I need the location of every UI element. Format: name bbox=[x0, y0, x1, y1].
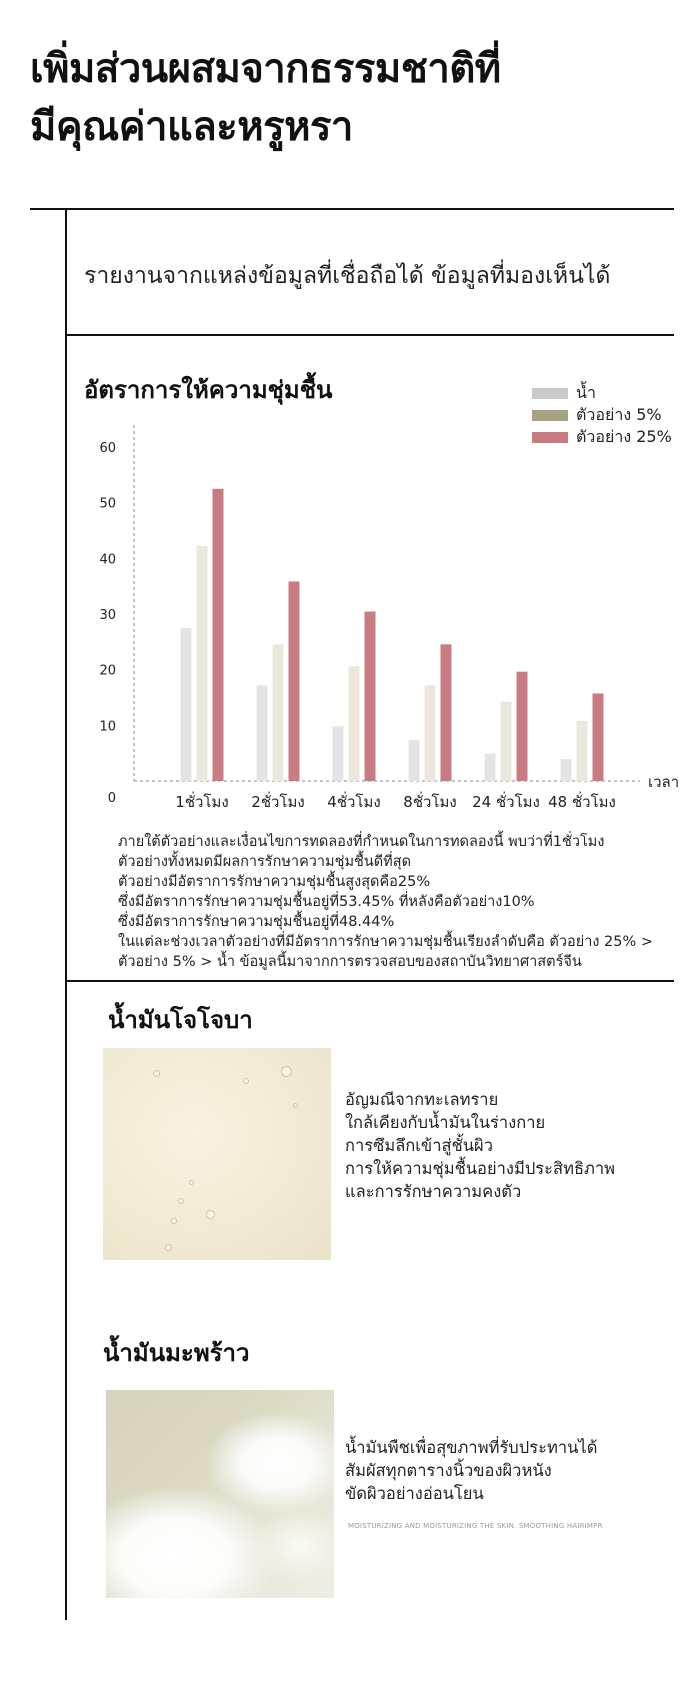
y-tick-label: 0 bbox=[107, 791, 116, 806]
bar-sample-5 bbox=[197, 546, 208, 781]
oil-bubble bbox=[293, 1103, 298, 1108]
page-title-line-1: เพิ่มส่วนผสมจากธรรมชาติที่ bbox=[30, 46, 501, 92]
moisture-bar-chart bbox=[90, 425, 690, 815]
bar-sample-5 bbox=[349, 666, 360, 781]
top-divider bbox=[30, 208, 674, 210]
note-line: ตัวอย่างมีอัตราการรักษาความชุ่มชื้นสูงสุดคือ25% bbox=[118, 874, 431, 890]
x-tick-label: 24 ชั่วโมง bbox=[472, 793, 540, 811]
x-tick-label: 4ชั่วโมง bbox=[327, 793, 381, 811]
bar-sample-25 bbox=[517, 672, 528, 781]
x-tick-label: 8ชั่วโมง bbox=[403, 793, 457, 811]
legend-label-sample-5: ตัวอย่าง 5% bbox=[576, 404, 662, 424]
bar-water bbox=[561, 759, 572, 781]
coconut-title: น้ำมันมะพร้าว bbox=[103, 1339, 250, 1367]
bar-sample-25 bbox=[289, 581, 300, 781]
oil-bubble bbox=[243, 1078, 249, 1084]
jojoba-desc-line: ใกล้เคียงกับน้ำมันในร่างกาย bbox=[345, 1113, 546, 1132]
y-tick-label: 10 bbox=[99, 719, 116, 735]
bar-sample-25 bbox=[213, 489, 224, 781]
legend-label-water: น้ำ bbox=[576, 382, 596, 402]
section-subtitle: รายงานจากแหล่งข้อมูลที่เชื่อถือได้ ข้อมูลที่มองเห็นได้ bbox=[84, 263, 611, 289]
chart-divider bbox=[66, 980, 674, 982]
legend-swatch-sample-5 bbox=[532, 410, 568, 421]
oil-bubble bbox=[281, 1066, 292, 1077]
bar-water bbox=[485, 754, 496, 781]
oil-bubble bbox=[165, 1244, 172, 1251]
note-line: ซึ่งมีอัตราการรักษาความชุ่มชื้นอยู่ที่53.45% ที่หลังคือตัวอย่าง10% bbox=[118, 894, 535, 910]
note-line: ภายใต้ตัวอย่างและเงื่อนไขการทดลองที่กำหนดในการทดลองนี้ พบว่าที่1ชั่วโมง bbox=[118, 834, 605, 850]
note-line: ซึ่งมีอัตราการรักษาความชุ่มชื้นอยู่ที่48.44% bbox=[118, 914, 395, 930]
bar-sample-25 bbox=[365, 612, 376, 781]
jojoba-desc-line: การซึมลึกเข้าสู่ชั้นผิว bbox=[345, 1136, 493, 1155]
legend-item-sample-5 bbox=[532, 404, 672, 426]
bar-water bbox=[333, 726, 344, 781]
coconut-desc-line: น้ำมันพืชเพื่อสุขภาพที่รับประทานได้ bbox=[345, 1438, 598, 1457]
x-axis-label: เวลา bbox=[648, 773, 680, 791]
y-tick-label: 50 bbox=[99, 496, 116, 512]
oil-bubble bbox=[171, 1218, 177, 1224]
x-tick-label: 48 ชั่วโมง bbox=[548, 793, 616, 811]
note-line: ตัวอย่าง 5% > น้ำ ข้อมูลนี้มาจากการตรวจสอบของสถาบันวิทยาศาสตร์จีน bbox=[118, 954, 582, 970]
jojoba-desc-line: การให้ความชุ่มชื้นอย่างมีประสิทธิภาพ bbox=[345, 1159, 616, 1178]
coconut-oil-image bbox=[106, 1390, 334, 1598]
oil-bubble bbox=[178, 1198, 184, 1204]
left-border bbox=[65, 208, 67, 1620]
bar-sample-5 bbox=[273, 644, 284, 781]
y-tick-label: 60 bbox=[99, 441, 116, 456]
jojoba-description bbox=[345, 1088, 615, 1203]
coconut-description bbox=[345, 1436, 597, 1505]
bar-sample-5 bbox=[577, 721, 588, 781]
bar-sample-5 bbox=[425, 685, 436, 781]
bar-water bbox=[181, 628, 192, 781]
page-title-line-2: มีคุณค่าและหรูหรา bbox=[30, 104, 353, 150]
legend-swatch-water bbox=[532, 388, 568, 399]
bar-sample-25 bbox=[593, 694, 604, 781]
chart-notes bbox=[118, 832, 688, 972]
coconut-desc-line: สัมผัสทุกตารางนิ้วของผิวหนัง bbox=[345, 1461, 552, 1480]
coconut-desc-line: ขัดผิวอย่างอ่อนโยน bbox=[345, 1484, 484, 1503]
coconut-caption: MOISTURIZING AND MOISTURIZING THE SKIN. SMOOTHING HAIRIMPR bbox=[348, 1522, 603, 1530]
x-tick-label: 1ชั่วโมง bbox=[175, 793, 229, 811]
y-tick-label: 20 bbox=[99, 663, 116, 679]
x-tick-label: 2ชั่วโมง bbox=[251, 793, 305, 811]
y-tick-label: 40 bbox=[99, 552, 116, 568]
jojoba-title: น้ำมันโจโจบา bbox=[108, 1006, 253, 1034]
oil-bubble bbox=[206, 1210, 215, 1219]
y-tick-label: 30 bbox=[99, 608, 116, 623]
bar-sample-25 bbox=[441, 644, 452, 781]
legend-item-water bbox=[532, 382, 672, 404]
bar-water bbox=[409, 740, 420, 781]
jojoba-desc-line: อัญมณีจากทะเลทราย bbox=[345, 1090, 499, 1109]
bar-water bbox=[257, 685, 268, 781]
legend-label-sample-25: ตัวอย่าง 25% bbox=[576, 426, 672, 446]
oil-bubble bbox=[153, 1070, 160, 1077]
jojoba-oil-image bbox=[103, 1048, 331, 1260]
chart-title: อัตราการให้ความชุ่มชื้น bbox=[84, 376, 333, 404]
oil-bubble bbox=[189, 1180, 194, 1185]
bar-sample-5 bbox=[501, 702, 512, 781]
note-line: ในแต่ละช่วงเวลาตัวอย่างที่มีอัตราการรักษาความชุ่มชื้นเรียงลำดับคือ ตัวอย่าง 25% > bbox=[118, 934, 654, 950]
note-line: ตัวอย่างทั้งหมดมีผลการรักษาความชุ่มชื้นดีที่สุด bbox=[118, 854, 412, 870]
jojoba-desc-line: และการรักษาความคงตัว bbox=[345, 1182, 522, 1201]
page-title bbox=[30, 40, 630, 156]
subtitle-divider bbox=[66, 334, 674, 336]
